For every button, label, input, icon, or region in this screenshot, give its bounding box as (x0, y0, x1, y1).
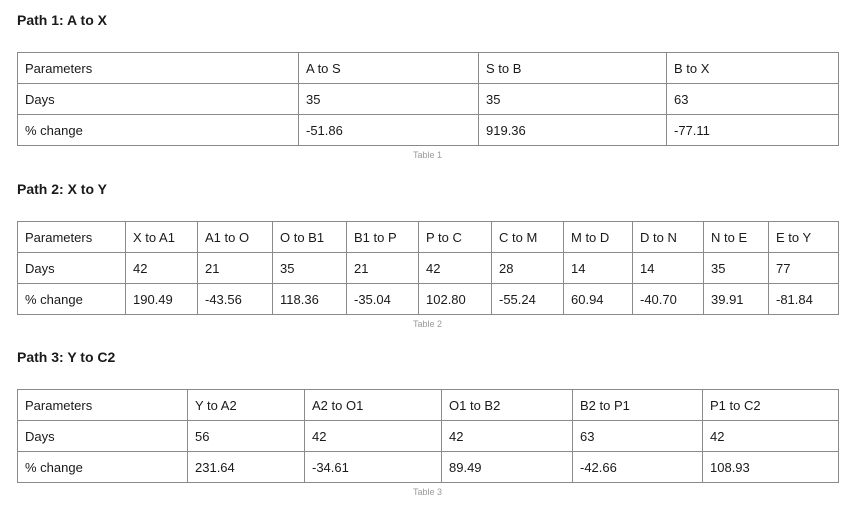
table-cell: 108.93 (703, 452, 839, 483)
table-header-cell: A1 to O (198, 222, 273, 253)
table-cell: 21 (198, 253, 273, 284)
table-cell: 56 (188, 421, 305, 452)
path-2-table (17, 221, 839, 315)
table-header-cell: A to S (299, 53, 479, 84)
table-cell: -43.56 (198, 284, 273, 315)
table-header-cell: N to E (704, 222, 769, 253)
table-header-cell: B2 to P1 (573, 390, 703, 421)
path-2-heading: Path 2: X to Y (17, 181, 107, 197)
table-header-cell: Y to A2 (188, 390, 305, 421)
table-cell: 231.64 (188, 452, 305, 483)
table-header-cell: P to C (419, 222, 492, 253)
table-cell: 60.94 (564, 284, 633, 315)
table-cell: -40.70 (633, 284, 704, 315)
table-cell: 89.49 (442, 452, 573, 483)
table-cell: Days (18, 84, 299, 115)
table-cell: % change (18, 284, 126, 315)
table-header-cell: O to B1 (273, 222, 347, 253)
path-3-heading: Path 3: Y to C2 (17, 349, 116, 365)
table-header-cell: X to A1 (126, 222, 198, 253)
table-cell: -42.66 (573, 452, 703, 483)
table-header-cell: S to B (479, 53, 667, 84)
table-header-cell: M to D (564, 222, 633, 253)
table-cell: Days (18, 421, 188, 452)
table-cell: 14 (564, 253, 633, 284)
table-cell: 42 (305, 421, 442, 452)
table-cell: -77.11 (667, 115, 839, 146)
table-cell: 77 (769, 253, 839, 284)
table-cell: -81.84 (769, 284, 839, 315)
table-header-cell: Parameters (18, 390, 188, 421)
table-header-cell: C to M (492, 222, 564, 253)
table-cell: -51.86 (299, 115, 479, 146)
table-caption: Table 2 (412, 319, 443, 329)
table-row (18, 253, 839, 284)
table-cell: 42 (703, 421, 839, 452)
path-1-heading: Path 1: A to X (17, 12, 107, 28)
table-header-cell: B1 to P (347, 222, 419, 253)
table-cell: 919.36 (479, 115, 667, 146)
table-cell: 14 (633, 253, 704, 284)
table-cell: 35 (704, 253, 769, 284)
table-cell: 35 (479, 84, 667, 115)
table-cell: Days (18, 253, 126, 284)
table-caption: Table 1 (412, 150, 443, 160)
table-cell: 35 (273, 253, 347, 284)
path-1-table (17, 52, 839, 146)
table-cell: % change (18, 115, 299, 146)
table-cell: 28 (492, 253, 564, 284)
table-cell: 39.91 (704, 284, 769, 315)
table-cell: 21 (347, 253, 419, 284)
table-header-row (18, 53, 839, 84)
table-cell: 63 (573, 421, 703, 452)
table-cell: 190.49 (126, 284, 198, 315)
table-cell: -34.61 (305, 452, 442, 483)
table-cell: -55.24 (492, 284, 564, 315)
table-header-cell: P1 to C2 (703, 390, 839, 421)
table-cell: % change (18, 452, 188, 483)
table-caption: Table 3 (412, 487, 443, 497)
table-cell: -35.04 (347, 284, 419, 315)
table-header-row (18, 222, 839, 253)
table-header-cell: D to N (633, 222, 704, 253)
table-header-cell: O1 to B2 (442, 390, 573, 421)
table-row (18, 452, 839, 483)
table-header-cell: B to X (667, 53, 839, 84)
table-header-cell: Parameters (18, 53, 299, 84)
table-row (18, 284, 839, 315)
table-cell: 35 (299, 84, 479, 115)
table-cell: 42 (419, 253, 492, 284)
table-header-row (18, 390, 839, 421)
table-cell: 118.36 (273, 284, 347, 315)
table-header-cell: A2 to O1 (305, 390, 442, 421)
table-header-cell: Parameters (18, 222, 126, 253)
table-cell: 102.80 (419, 284, 492, 315)
table-row (18, 84, 839, 115)
table-row (18, 115, 839, 146)
table-cell: 42 (126, 253, 198, 284)
table-row (18, 421, 839, 452)
table-header-cell: E to Y (769, 222, 839, 253)
table-cell: 63 (667, 84, 839, 115)
path-3-table (17, 389, 839, 483)
table-cell: 42 (442, 421, 573, 452)
